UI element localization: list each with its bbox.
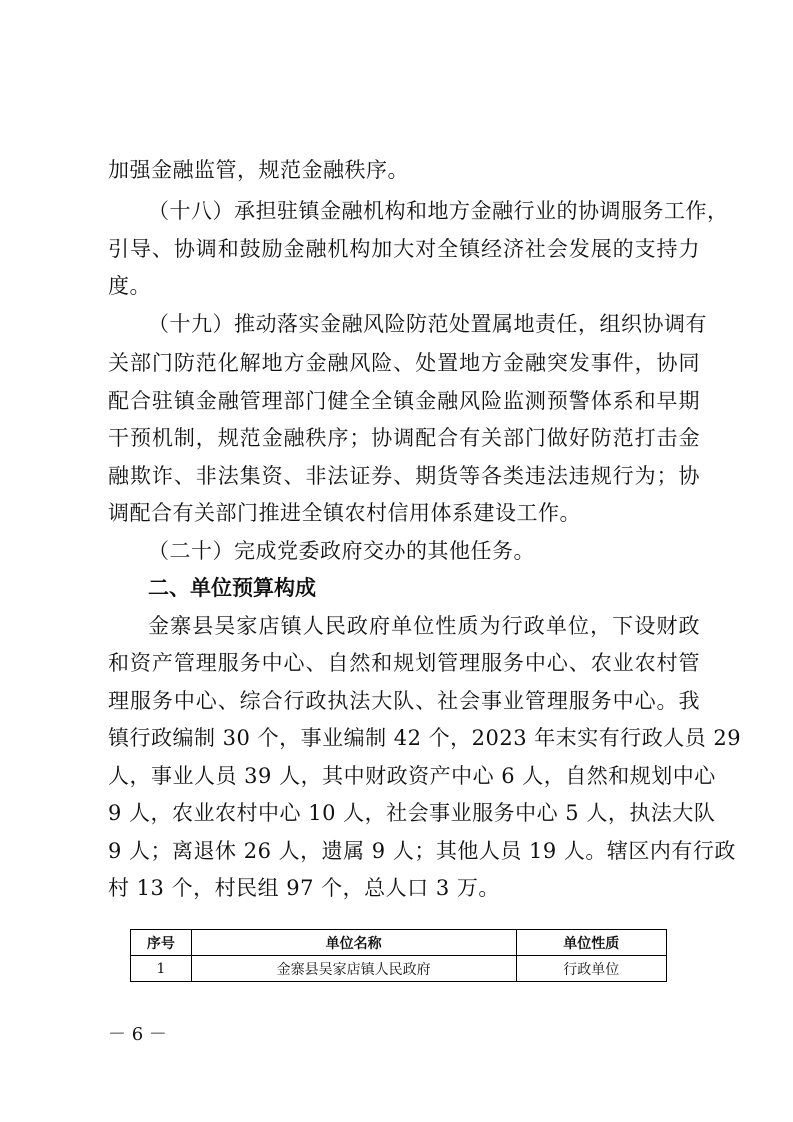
header-unit-name: 单位名称 <box>191 930 516 956</box>
text-line: 金寨县吴家店镇人民政府单位性质为行政单位，下设财政 <box>148 614 700 638</box>
text-line: 镇行政编制 30 个，事业编制 42 个，2023 年末实有行政人员 29 <box>108 726 742 750</box>
text-line: （十八）承担驻镇金融机构和地方金融行业的协调服务工作， <box>148 199 729 223</box>
text-line: 干预机制，规范金融秩序；协调配合有关部门做好防范打击金 <box>108 426 700 450</box>
text-line: 和资产管理服务中心、自然和规划管理服务中心、农业农村管 <box>108 651 700 675</box>
header-unit-type: 单位性质 <box>516 930 666 956</box>
text-line: 9 人，农业农村中心 10 人，社会事业服务中心 5 人，执法大队 <box>108 801 716 825</box>
text-line: （十九）推动落实金融风险防范处置属地责任，组织协调有 <box>148 312 707 336</box>
text-line: 加强金融监管，规范金融秩序。 <box>108 158 409 182</box>
text-line: 融欺诈、非法集资、非法证券、期货等各类违法违规行为；协 <box>108 464 700 488</box>
text-line: 人，事业人员 39 人，其中财政资产中心 6 人，自然和规划中心 <box>108 764 716 788</box>
table-row <box>131 956 667 982</box>
text-line: 村 13 个，村民组 97 个，总人口 3 万。 <box>108 876 500 900</box>
header-index: 序号 <box>131 930 192 956</box>
text-line: 9 人；离退休 26 人，遗属 9 人；其他人员 19 人。辖区内有行政 <box>108 839 736 863</box>
text-line: 理服务中心、综合行政执法大队、社会事业管理服务中心。我 <box>108 689 700 713</box>
table-header-row <box>131 930 667 956</box>
page-number: － 6 － <box>108 1024 167 1045</box>
section-heading: 二、单位预算构成 <box>148 576 316 600</box>
unit-table <box>130 929 667 982</box>
text-line: 引导、协调和鼓励金融机构加大对全镇经济社会发展的支持力 <box>108 237 700 261</box>
text-line: 关部门防范化解地方金融风险、处置地方金融突发事件，协同 <box>108 351 700 375</box>
cell-unit-name: 金寨县吴家店镇人民政府 <box>191 956 516 982</box>
text-line: 配合驻镇金融管理部门健全全镇金融风险监测预警体系和早期 <box>108 389 700 413</box>
cell-unit-type: 行政单位 <box>516 956 666 982</box>
cell-index: 1 <box>131 956 192 982</box>
text-line: （二十）完成党委政府交办的其他任务。 <box>148 539 535 563</box>
text-line: 调配合有关部门推进全镇农村信用体系建设工作。 <box>108 501 581 525</box>
text-line: 度。 <box>108 274 151 298</box>
